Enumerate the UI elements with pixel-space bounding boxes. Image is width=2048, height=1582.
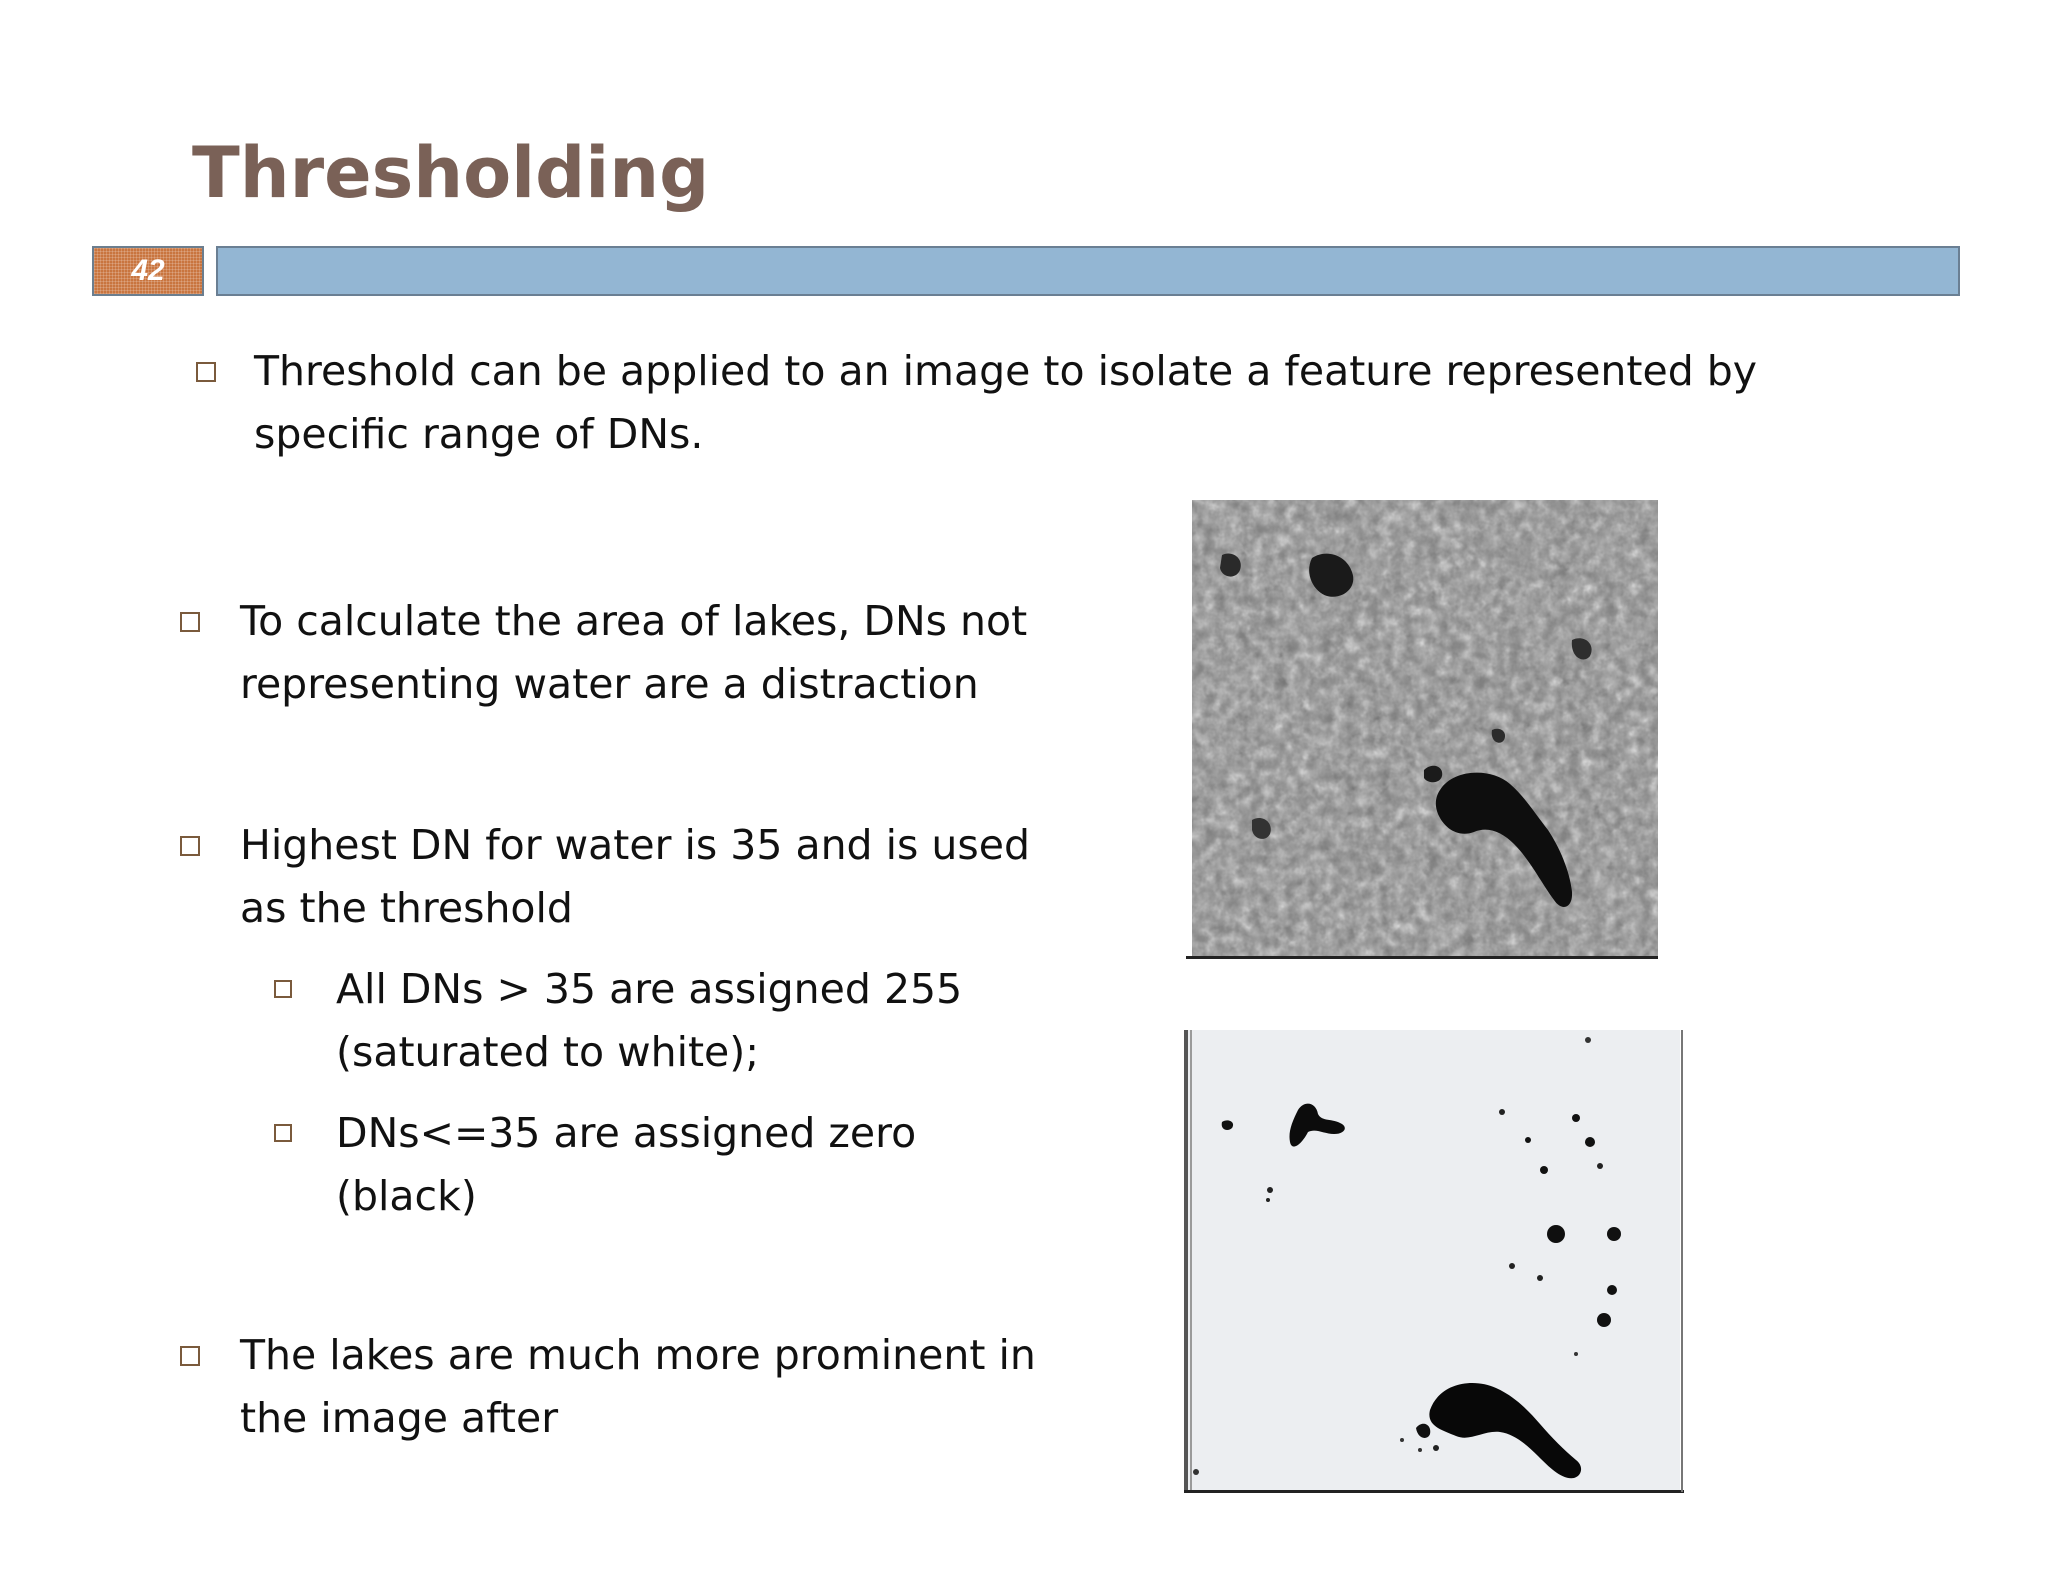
sub-bullet-text: All DNs > 35 are assigned 255 (saturated to white); xyxy=(336,965,963,1076)
bullet-item xyxy=(180,814,1080,940)
bullet-item xyxy=(180,590,1080,716)
bullet-text: The lakes are much more prominent in the image after xyxy=(240,1331,1036,1442)
bullet-square-icon xyxy=(274,1124,292,1142)
sub-bullet-item xyxy=(274,1102,1034,1228)
satellite-image-original xyxy=(1192,500,1658,956)
sub-bullet-item xyxy=(274,958,1034,1084)
bullet-item xyxy=(196,340,1816,466)
page-number: 42 xyxy=(92,246,204,296)
bullet-square-icon xyxy=(274,980,292,998)
satellite-image-original-icon xyxy=(1192,500,1658,956)
bullet-square-icon xyxy=(180,836,200,856)
bullet-square-icon xyxy=(196,362,216,382)
image-frame-right xyxy=(1681,1030,1683,1492)
bullet-item xyxy=(180,1324,1080,1450)
satellite-image-thresholded-icon xyxy=(1184,1030,1680,1490)
bullet-square-icon xyxy=(180,1346,200,1366)
bullet-square-icon xyxy=(180,612,200,632)
title-bar xyxy=(216,246,1960,296)
bullet-text: Highest DN for water is 35 and is used as the threshold xyxy=(240,821,1030,932)
bullet-text: Threshold can be applied to an image to isolate a feature represented by specific range of DNs. xyxy=(254,347,1758,458)
image-frame-bottom xyxy=(1184,1490,1684,1493)
slide-title: Thresholding xyxy=(192,132,710,214)
bullet-text: To calculate the area of lakes, DNs not representing water are a distraction xyxy=(240,597,1028,708)
image-frame-bottom xyxy=(1186,956,1658,959)
sub-bullet-text: DNs<=35 are assigned zero (black) xyxy=(336,1109,917,1220)
satellite-image-thresholded xyxy=(1184,1030,1680,1490)
